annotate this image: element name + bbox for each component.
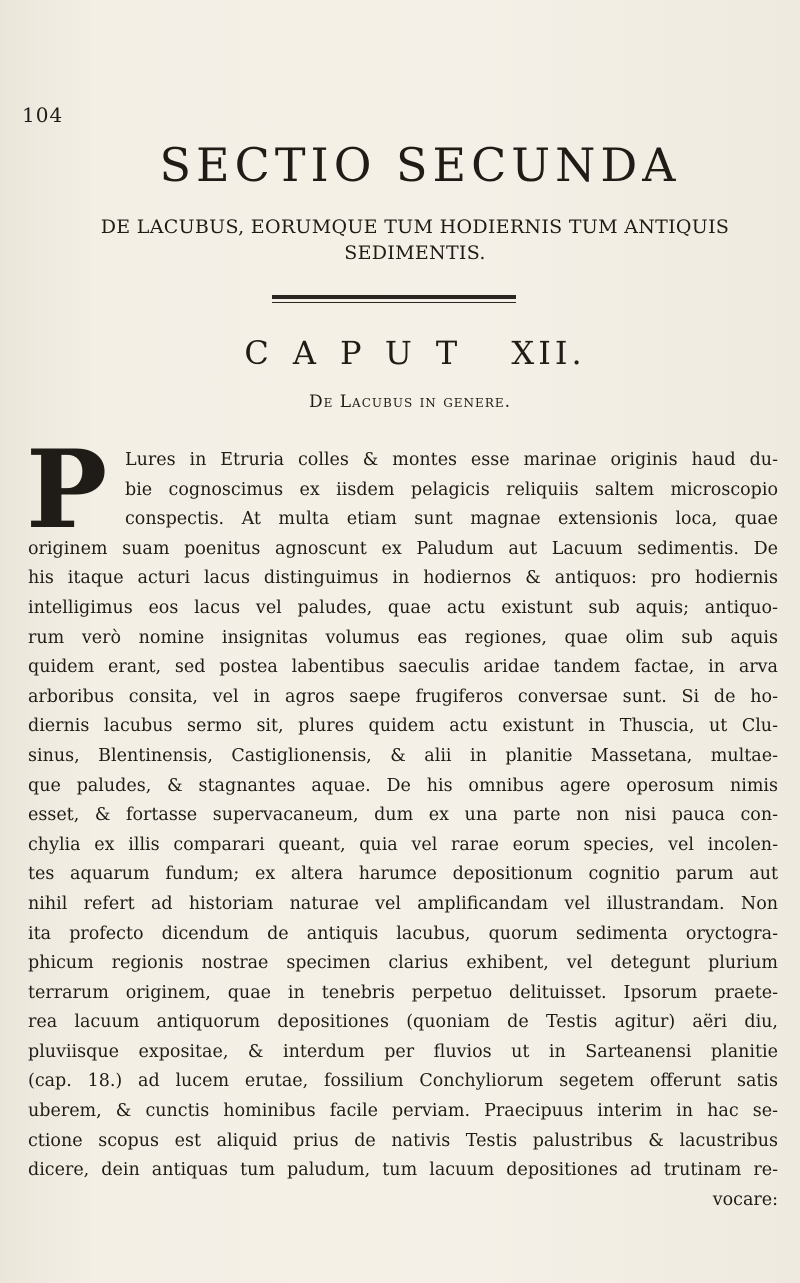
section-subtitle: DE LACUBUS, EORUMQUE TUM HODIERNIS TUM ANTIQUIS SEDIMENTIS. — [100, 216, 730, 264]
text-line: que paludes, & stagnantes aquae. De his omnibus agere operosum nimis — [28, 775, 778, 796]
text-line: rea lacuum antiquorum depositiones (quoniam de Testis agitur) aëri diu, — [28, 1012, 778, 1033]
text-line: intelligimus eos lacus vel paludes, quae actu existunt sub aquis; antiquo- — [28, 597, 778, 618]
text-line: originem suam poenitus agnoscunt ex Paludum aut Lacuum sedimentis. De — [28, 538, 778, 559]
section-title: SECTIO SECUNDA — [159, 138, 681, 192]
text-line: diernis lacubus sermo sit, plures quidem actu existunt in Thuscia, ut Clu- — [28, 716, 778, 737]
text-line: his itaque acturi lacus distinguimus in hodiernos & antiquos: pro hodiernis — [28, 568, 778, 589]
text-line: (cap. 18.) ad lucem erutae, fossilium Conchyliorum segetem offerunt satis — [28, 1071, 778, 1092]
text-line: conspectis. At multa etiam sunt magnae extensionis loca, quae — [125, 509, 778, 530]
text-line: Lures in Etruria colles & montes esse marinae originis haud du- — [125, 450, 778, 470]
text-line: esset, & fortasse supervacaneum, dum ex una parte non nisi pauca con- — [28, 805, 778, 826]
body-text — [28, 446, 778, 1215]
text-line: ctione scopus est aliquid prius de nativis Testis palustribus & lacustribus — [28, 1130, 778, 1151]
text-line: rum verò nomine insignitas volumus eas regiones, quae olim sub aquis — [28, 627, 778, 648]
text-line: phicum regionis nostrae specimen clarius exhibent, vel detegunt plurium — [28, 953, 778, 974]
text-line: sinus, Blentinensis, Castiglionensis, & alii in planitie Massetana, multae- — [28, 745, 778, 766]
text-line: nihil refert ad historiam naturae vel amplificandam vel illustrandam. Non — [28, 893, 778, 914]
text-line: terrarum originem, quae in tenebris perpetuo delituisset. Ipsorum praete- — [28, 982, 778, 1003]
text-line: pluviisque expositae, & interdum per fluvios ut in Sarteanensi planitie — [28, 1041, 778, 1062]
text-line: bie cognoscimus ex iisdem pelagicis reliquiis saltem microscopio — [125, 479, 778, 500]
divider-rule-thin — [272, 302, 516, 303]
chapter-title — [0, 334, 800, 372]
text-line: quidem erant, sed postea labentibus saeculis aridae tandem factae, in arva — [28, 657, 778, 678]
text-line: chylia ex illis comparari queant, quia vel rarae eorum species, vel incolen- — [28, 834, 778, 855]
chapter-number: XII. — [511, 334, 586, 372]
section-heading: De Lacubus in genere. — [308, 392, 512, 412]
catchword: vocare: — [712, 1189, 778, 1210]
page-number: 104 — [22, 103, 64, 127]
text-line: dicere, dein antiquas tum paludum, tum lacuum depositiones ad trutinam re- — [28, 1160, 778, 1181]
text-line: uberem, & cunctis hominibus facile perviam. Praecipuus interim in hac se- — [28, 1101, 778, 1122]
drop-cap-initial: P — [26, 427, 108, 553]
text-line: tes aquarum fundum; ex altera harumce depositionum cognitio parum aut — [28, 864, 778, 885]
text-line: arboribus consita, vel in agros saepe frugiferos conversae sunt. Si de ho- — [28, 686, 778, 707]
text-line: ita profecto dicendum de antiquis lacubus, quorum sedimenta oryctogra- — [28, 923, 778, 944]
chapter-label: CAPUT — [244, 334, 482, 372]
divider-rule-thick — [272, 295, 516, 299]
